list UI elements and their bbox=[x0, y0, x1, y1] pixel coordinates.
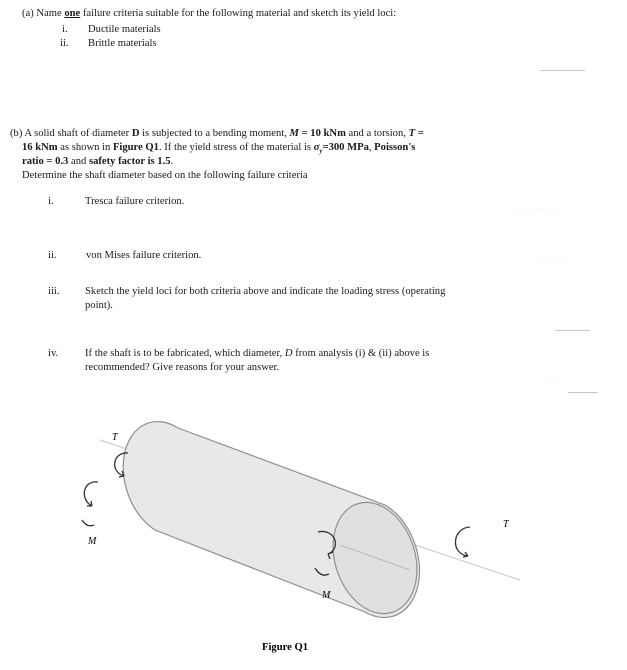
label-t-left: T bbox=[112, 432, 118, 443]
poisson-label: Poisson's bbox=[374, 142, 416, 153]
text: and bbox=[68, 156, 89, 167]
symbol-d: D bbox=[284, 348, 293, 359]
arrowhead bbox=[82, 520, 94, 526]
moment-value: = 10 kNm bbox=[298, 128, 346, 139]
figure-reference: Figure Q1 bbox=[112, 142, 159, 153]
part-a-emphasis: one bbox=[64, 8, 81, 19]
text: as shown in bbox=[57, 142, 113, 153]
item-number: ii. bbox=[48, 250, 57, 261]
scan-smudge: · · · · bbox=[540, 256, 566, 266]
torsion-value: 16 kNm bbox=[22, 142, 58, 153]
ratio-value: = 0.3 bbox=[43, 156, 69, 167]
scan-smudge: · · · · · · bbox=[515, 204, 556, 214]
text: , bbox=[368, 142, 375, 153]
label-m-left: M bbox=[88, 536, 97, 547]
item-text: Brittle materials bbox=[88, 38, 157, 49]
item-text: von Mises failure criterion. bbox=[86, 250, 202, 261]
safety-factor-value: is 1.5 bbox=[144, 156, 171, 167]
text: and a torsion, bbox=[345, 128, 409, 139]
part-a-rest: failure criteria suitable for the following material and sketch its yield loci: bbox=[80, 8, 397, 19]
figure-caption: Figure Q1 bbox=[262, 642, 309, 653]
symbol-sigma: σ bbox=[313, 142, 320, 153]
item-number: i. bbox=[62, 24, 68, 35]
part-b-item-4-cont: recommended? Give reasons for your answer. bbox=[85, 362, 280, 373]
part-b-item-3-cont: point). bbox=[85, 300, 113, 311]
symbol-t: T bbox=[408, 128, 416, 139]
part-a-prefix: (a) Name bbox=[22, 8, 65, 19]
text: = bbox=[415, 128, 424, 139]
scan-smudge: · · bbox=[548, 376, 560, 386]
item-text: If the shaft is to be fabricated, which diameter, bbox=[85, 348, 285, 359]
part-b-line-4: Determine the shaft diameter based on the following failure criteria bbox=[22, 170, 308, 181]
item-number: ii. bbox=[60, 38, 69, 49]
symbol-m: M bbox=[289, 128, 299, 139]
torque-arrow-right bbox=[455, 527, 470, 556]
ratio-label: ratio bbox=[22, 156, 44, 167]
item-number: i. bbox=[48, 196, 54, 207]
safety-factor-label: safety factor bbox=[88, 156, 145, 167]
yield-stress-value: =300 MPa bbox=[322, 142, 369, 153]
item-text: Ductile materials bbox=[88, 24, 161, 35]
text: (b) A solid shaft of diameter bbox=[10, 128, 132, 139]
label-t-right: T bbox=[503, 519, 509, 530]
text: . bbox=[170, 156, 174, 167]
label-m-bottom: M bbox=[322, 590, 331, 601]
symbol-subscript: y bbox=[319, 147, 323, 156]
item-number: iv. bbox=[48, 348, 59, 359]
item-text: Sketch the yield loci for both criteria above and indicate the loading stress (operating bbox=[85, 286, 446, 297]
item-text: from analysis (i) & (ii) above is bbox=[292, 348, 430, 359]
item-number: iii. bbox=[48, 286, 60, 297]
item-text: Tresca failure criterion. bbox=[85, 196, 185, 207]
text: . If the yield stress of the material is bbox=[158, 142, 314, 153]
symbol-d: D bbox=[131, 128, 140, 139]
text: is subjected to a bending moment, bbox=[139, 128, 290, 139]
